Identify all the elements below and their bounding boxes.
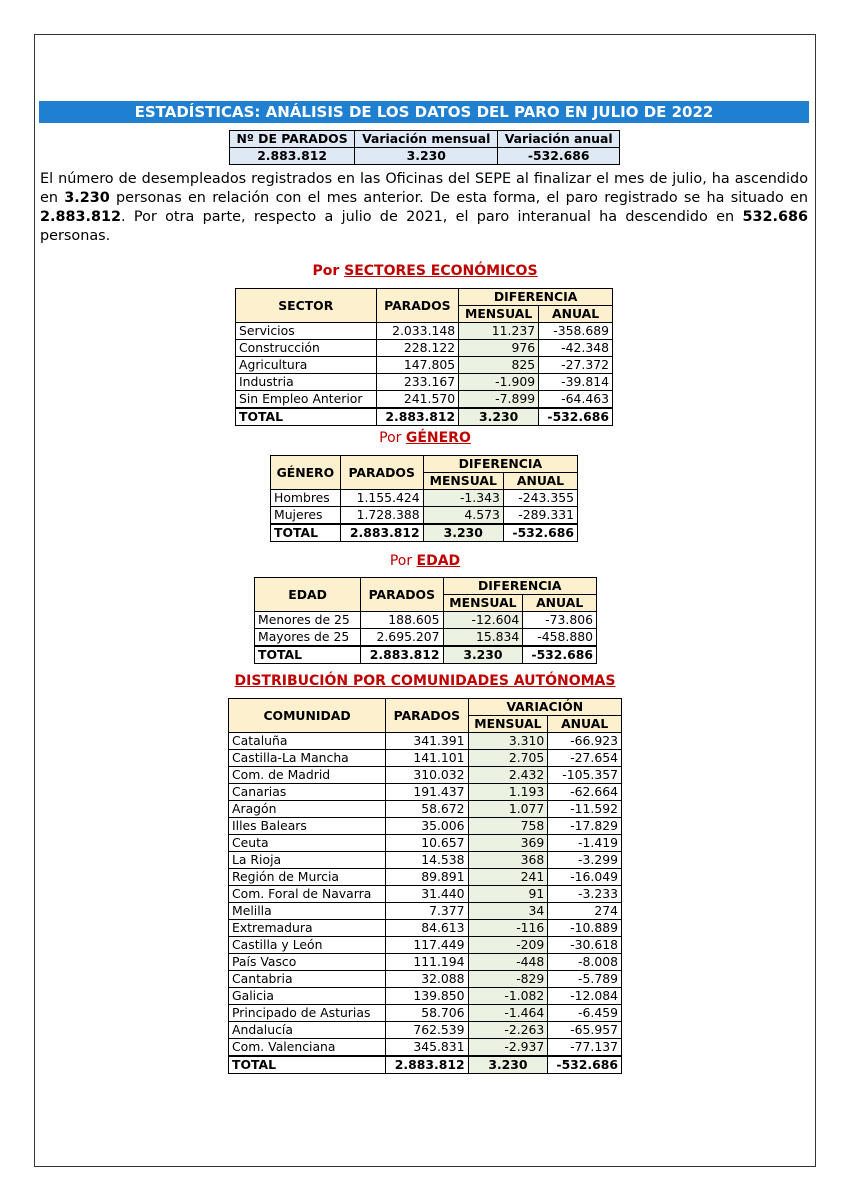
row-anual: -30.618 [548,937,622,954]
row-anual: -3.299 [548,852,622,869]
section-title-main: SECTORES ECONÓMICOS [344,263,538,279]
table-row [229,835,622,852]
paragraph-highlight: 2.883.812 [40,209,122,225]
paragraph-text: personas. [40,228,111,244]
column-header: MENSUAL [459,306,539,323]
row-label: Industria [236,374,377,391]
table-row [255,612,597,629]
row-parados: 139.850 [386,988,468,1005]
row-parados: 141.101 [386,750,468,767]
column-group-header: DIFERENCIA [443,578,596,595]
row-parados: 147.805 [376,357,459,374]
table-row [229,1005,622,1022]
total-label: TOTAL [255,646,361,664]
row-parados: 1.155.424 [340,490,423,507]
column-group-header: VARIACIÓN [468,699,621,716]
table-row [229,971,622,988]
summary-value: -532.686 [498,148,620,165]
column-header: ANUAL [548,716,622,733]
total-mensual: 3.230 [443,646,523,664]
table-row [271,490,578,507]
section-title-main: DISTRIBUCIÓN POR COMUNIDADES AUTÓNOMAS [234,673,616,689]
row-parados: 31.440 [386,886,468,903]
row-label: Mujeres [271,507,341,525]
table-row [229,801,622,818]
row-parados: 10.657 [386,835,468,852]
row-anual: -458.880 [523,629,597,647]
row-label: Construcción [236,340,377,357]
row-label: Canarias [229,784,386,801]
table-row [229,903,622,920]
column-header: ANUAL [503,473,577,490]
row-mensual: 15.834 [443,629,523,647]
column-header: SECTOR [236,289,377,323]
row-parados: 341.391 [386,733,468,750]
table-row [236,340,613,357]
row-label: Cantabria [229,971,386,988]
summary-header: Nº DE PARADOS [230,131,355,148]
row-anual: -77.137 [548,1039,622,1057]
row-label: Ceuta [229,835,386,852]
row-parados: 762.539 [386,1022,468,1039]
table-row [229,750,622,767]
row-mensual: 758 [468,818,548,835]
row-mensual: 4.573 [423,507,503,525]
row-parados: 7.377 [386,903,468,920]
row-anual: -12.084 [548,988,622,1005]
table-row [229,733,622,750]
row-anual: -289.331 [503,507,577,525]
intro-paragraph [40,170,808,246]
row-mensual: -829 [468,971,548,988]
column-group-header: DIFERENCIA [423,456,577,473]
row-anual: -65.957 [548,1022,622,1039]
section-title-prefix: Por [389,553,417,569]
row-mensual: -1.909 [459,374,539,391]
summary-value: 2.883.812 [230,148,355,165]
row-anual: -64.463 [539,391,613,409]
section-title-prefix: Por [312,263,345,279]
row-parados: 233.167 [376,374,459,391]
section-title-main: EDAD [416,553,461,569]
table-row [236,374,613,391]
table-row [229,937,622,954]
row-label: Illes Balears [229,818,386,835]
row-mensual: -1.082 [468,988,548,1005]
row-anual: -1.419 [548,835,622,852]
row-label: Mayores de 25 [255,629,361,647]
row-anual: -62.664 [548,784,622,801]
row-parados: 117.449 [386,937,468,954]
row-parados: 32.088 [386,971,468,988]
table-row [229,886,622,903]
row-anual: -17.829 [548,818,622,835]
row-anual: -39.814 [539,374,613,391]
paragraph-highlight: 532.686 [742,209,808,225]
row-label: País Vasco [229,954,386,971]
column-group-header: DIFERENCIA [459,289,613,306]
comunidades-title [180,673,670,689]
row-anual: -358.689 [539,323,613,340]
table-row [229,1022,622,1039]
table-row [229,818,622,835]
row-anual: -66.923 [548,733,622,750]
row-label: Aragón [229,801,386,818]
paragraph-highlight: 3.230 [64,190,110,206]
row-anual: -27.372 [539,357,613,374]
row-parados: 241.570 [376,391,459,409]
row-mensual: -448 [468,954,548,971]
row-label: Extremadura [229,920,386,937]
row-mensual: 34 [468,903,548,920]
row-anual: -8.008 [548,954,622,971]
paragraph-text: personas en relación con el mes anterior. De esta forma, el paro registrado se ha situado en [109,190,808,206]
row-parados: 345.831 [386,1039,468,1057]
row-label: Melilla [229,903,386,920]
row-anual: -73.806 [523,612,597,629]
row-mensual: 976 [459,340,539,357]
row-anual: -10.889 [548,920,622,937]
total-mensual: 3.230 [468,1056,548,1074]
row-mensual: -7.899 [459,391,539,409]
row-anual: -105.357 [548,767,622,784]
row-mensual: -116 [468,920,548,937]
row-label: Agricultura [236,357,377,374]
row-mensual: 11.237 [459,323,539,340]
sectores-title [230,263,620,279]
row-mensual: 1.077 [468,801,548,818]
row-parados: 58.706 [386,1005,468,1022]
row-label: Región de Murcia [229,869,386,886]
column-header: MENSUAL [443,595,523,612]
row-label: Castilla-La Mancha [229,750,386,767]
row-label: Hombres [271,490,341,507]
total-parados: 2.883.812 [376,408,459,426]
row-label: Servicios [236,323,377,340]
column-header: MENSUAL [468,716,548,733]
paragraph-text: El número de desempleados registrados en las Oficinas del SEPE al finalizar el mes de julio, ha ascendido en [40,171,808,206]
row-anual: -11.592 [548,801,622,818]
column-header: ANUAL [539,306,613,323]
column-header: PARADOS [340,456,423,490]
column-header: EDAD [255,578,361,612]
row-mensual: 369 [468,835,548,852]
table-row [236,357,613,374]
row-anual: -5.789 [548,971,622,988]
row-parados: 188.605 [361,612,443,629]
paragraph-text: . Por otra parte, respecto a julio de 2021, el paro interanual ha descendido en [121,209,743,225]
table-row [255,629,597,647]
row-mensual: -1.464 [468,1005,548,1022]
row-label: Menores de 25 [255,612,361,629]
row-label: Com. Valenciana [229,1039,386,1057]
page-title: ESTADÍSTICAS: ANÁLISIS DE LOS DATOS DEL PARO EN JULIO DE 2022 [39,101,809,123]
row-anual: -27.654 [548,750,622,767]
summary-table [229,130,620,165]
row-anual: -3.233 [548,886,622,903]
table-row [229,954,622,971]
row-mensual: -2.263 [468,1022,548,1039]
row-parados: 2.033.148 [376,323,459,340]
row-parados: 2.695.207 [361,629,443,647]
total-parados: 2.883.812 [386,1056,468,1074]
table-row [236,391,613,409]
row-mensual: 3.310 [468,733,548,750]
row-anual: -16.049 [548,869,622,886]
row-mensual: -209 [468,937,548,954]
total-anual: -532.686 [503,524,577,542]
total-label: TOTAL [271,524,341,542]
table-row [229,920,622,937]
row-mensual: 368 [468,852,548,869]
row-mensual: 2.705 [468,750,548,767]
column-header: MENSUAL [423,473,503,490]
column-header: ANUAL [523,595,597,612]
row-mensual: -2.937 [468,1039,548,1057]
total-row [271,524,578,542]
row-parados: 191.437 [386,784,468,801]
sectores-table [235,288,613,426]
row-parados: 14.538 [386,852,468,869]
row-parados: 35.006 [386,818,468,835]
section-title-prefix: Por [379,430,406,446]
total-parados: 2.883.812 [340,524,423,542]
row-mensual: 241 [468,869,548,886]
row-parados: 111.194 [386,954,468,971]
row-mensual: 2.432 [468,767,548,784]
total-anual: -532.686 [523,646,597,664]
row-label: Com. Foral de Navarra [229,886,386,903]
genero-table [270,455,578,542]
row-parados: 89.891 [386,869,468,886]
row-mensual: -12.604 [443,612,523,629]
total-mensual: 3.230 [423,524,503,542]
row-anual: -6.459 [548,1005,622,1022]
edad-title [230,553,620,569]
table-row [229,1039,622,1057]
total-parados: 2.883.812 [361,646,443,664]
table-row [229,784,622,801]
total-row [255,646,597,664]
total-mensual: 3.230 [459,408,539,426]
column-header: PARADOS [376,289,459,323]
table-row [229,869,622,886]
table-row [271,507,578,525]
table-row [236,323,613,340]
row-parados: 228.122 [376,340,459,357]
summary-value: 3.230 [355,148,498,165]
row-parados: 1.728.388 [340,507,423,525]
row-parados: 84.613 [386,920,468,937]
table-row [229,767,622,784]
row-anual: 274 [548,903,622,920]
summary-header: Variación mensual [355,131,498,148]
section-title-main: GÉNERO [405,430,471,446]
summary-header: Variación anual [498,131,620,148]
row-label: La Rioja [229,852,386,869]
row-label: Castilla y León [229,937,386,954]
row-label: Principado de Asturias [229,1005,386,1022]
column-header: PARADOS [361,578,443,612]
row-anual: -243.355 [503,490,577,507]
total-row [229,1056,622,1074]
row-label: Com. de Madrid [229,767,386,784]
column-header: GÉNERO [271,456,341,490]
row-label: Cataluña [229,733,386,750]
row-mensual: 91 [468,886,548,903]
row-parados: 310.032 [386,767,468,784]
row-label: Andalucía [229,1022,386,1039]
edad-table [254,577,597,664]
total-anual: -532.686 [548,1056,622,1074]
row-parados: 58.672 [386,801,468,818]
row-anual: -42.348 [539,340,613,357]
total-anual: -532.686 [539,408,613,426]
comunidades-table [228,698,622,1074]
row-mensual: 1.193 [468,784,548,801]
table-row [229,852,622,869]
row-label: Sin Empleo Anterior [236,391,377,409]
row-mensual: -1.343 [423,490,503,507]
column-header: PARADOS [386,699,468,733]
column-header: COMUNIDAD [229,699,386,733]
total-label: TOTAL [229,1056,386,1074]
total-row [236,408,613,426]
table-row [229,988,622,1005]
total-label: TOTAL [236,408,377,426]
row-label: Galicia [229,988,386,1005]
row-mensual: 825 [459,357,539,374]
genero-title [230,430,620,446]
